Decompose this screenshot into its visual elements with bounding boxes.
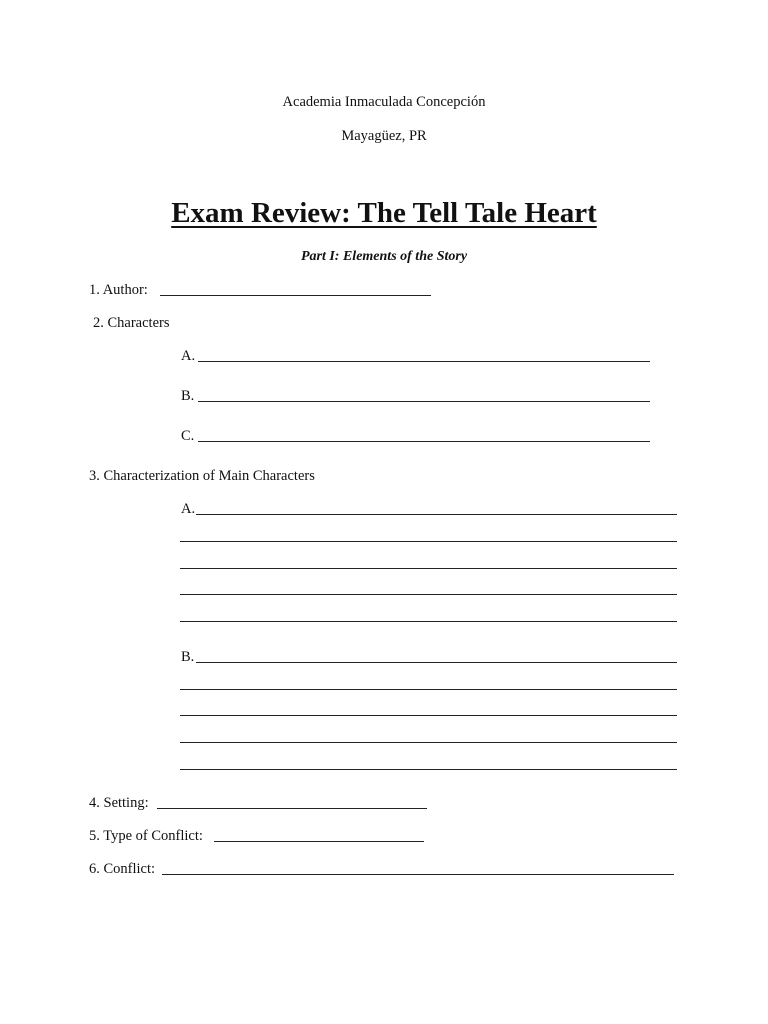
setting-label: 4. Setting: [89, 795, 149, 811]
characterization-b-answer-line[interactable] [180, 769, 677, 770]
characterization-label: 3. Characterization of Main Characters [89, 468, 315, 484]
characterization-a-label: A. [181, 501, 196, 517]
type-of-conflict-label: 5. Type of Conflict: [89, 828, 203, 844]
characters-label: 2. Characters [93, 315, 170, 331]
school-name: Academia Inmaculada Concepción [282, 94, 486, 110]
characterization-b-label: B. [181, 649, 195, 665]
conflict-answer-line[interactable] [162, 874, 674, 875]
character-b-label: B. [181, 388, 195, 404]
author-answer-line[interactable] [160, 295, 431, 296]
characterization-b-answer-line[interactable] [180, 689, 677, 690]
characterization-a-answer-line[interactable] [180, 594, 677, 595]
type-of-conflict-answer-line[interactable] [214, 841, 424, 842]
part-heading: Part I: Elements of the Story [300, 249, 468, 264]
author-label: 1. Author: [89, 282, 148, 298]
characterization-a-answer-line[interactable] [180, 621, 677, 622]
school-location: Mayagüez, PR [341, 128, 427, 144]
character-a-label: A. [181, 348, 196, 364]
character-c-label: C. [181, 428, 195, 444]
setting-answer-line[interactable] [157, 808, 427, 809]
characterization-b-answer-line[interactable] [180, 715, 677, 716]
character-b-answer-line[interactable] [198, 401, 650, 402]
conflict-label: 6. Conflict: [89, 861, 156, 877]
character-a-answer-line[interactable] [198, 361, 650, 362]
characterization-a-answer-line[interactable] [196, 514, 677, 515]
character-c-answer-line[interactable] [198, 441, 650, 442]
page-title: Exam Review: The Tell Tale Heart [171, 197, 597, 229]
characterization-a-answer-line[interactable] [180, 568, 677, 569]
characterization-b-answer-line[interactable] [196, 662, 677, 663]
characterization-b-answer-line[interactable] [180, 742, 677, 743]
characterization-a-answer-line[interactable] [180, 541, 677, 542]
